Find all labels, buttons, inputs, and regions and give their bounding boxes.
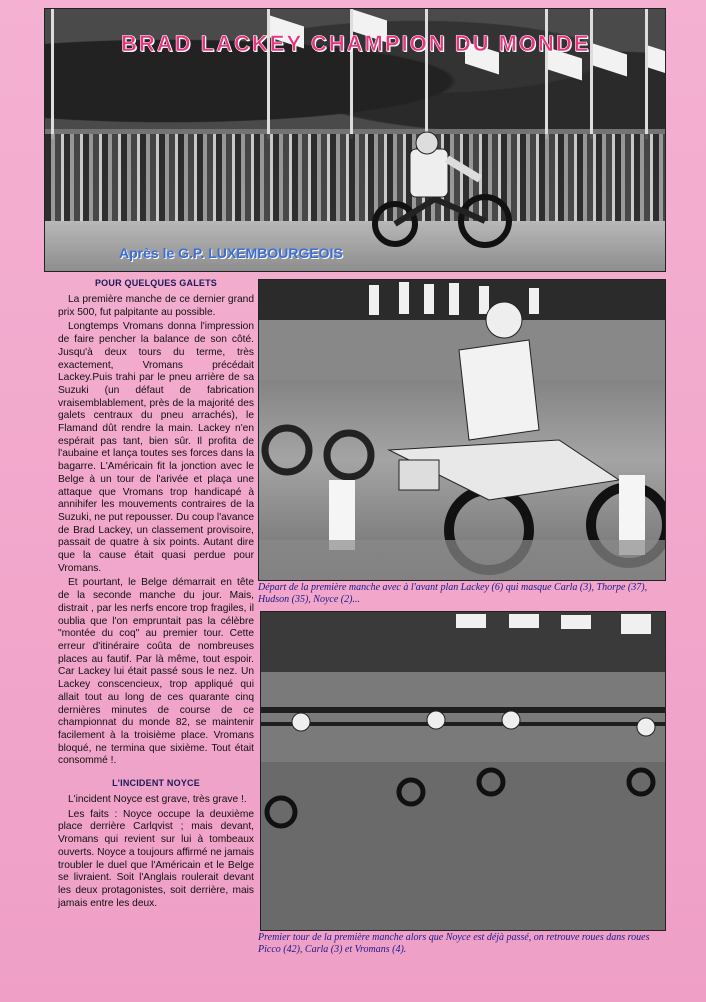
article-column [58, 278, 254, 912]
article-paragraph: La première manche de ce dernier grand prix 500, fut palpitante au possible. [58, 294, 254, 318]
photo-caption: Premier tour de la première manche alors que Noyce est déjà passé, on retrouve roues dans roues Picco (42), Carla (3) et Vromans (4). [258, 932, 650, 955]
hero-photo [44, 8, 666, 272]
subheadline: Après le G.P. LUXEMBOURGEOIS [119, 245, 343, 261]
rider-illustration [355, 129, 525, 249]
headline: BRAD LACKEY CHAMPION DU MONDE [121, 31, 591, 56]
race-start-photo [258, 279, 666, 581]
flag-pole [590, 9, 593, 139]
article-paragraph: L'incident Noyce est grave, très grave !. [68, 794, 247, 806]
article-paragraph: Longtemps Vromans donna l'impression de faire pencher la balance de son côté. Jusqu'à deux tours du terme, très exactement, Vromans précédait Lackey.Puis trahi par le pneu arrière de sa Suzuki (un défaut de fabrication vraisemblablement, près de la majorité des galets centraux du pneu arrachés), le Flamand dût rendre la main. Lackey n'en espérait pas tant, bien sûr. Il profita de l'aubaine et lança toutes ses forces dans la bagarre. L'Américain fit la jonction avec le Belge à un tour de l'arivée et plaça une attaque que Vromans trop handicapé à annihifer les mouvements contraires de la Suzuki, ne put repousser. Du coup l'avance de Brad Lackey, un classement provisoire, passait de quatre à six points. Autant dire que la cause était quasi perdue pour Vromans. [58, 321, 254, 574]
article-paragraph: Et pourtant, le Belge démarrait en tête de la seconde manche du jour. Mais, distrait , par les nerfs encore trop fragiles, il oublia que l'on empruntait pas la célèbre "montée du coq" au premier tour. Cette erreur d'itinéraire coûta de nombreuses places au fautif. Par là même, tout espoir. Car Lackey lui était passé sous le nez. Un Lackey conscencieux, trop appliqué qui allait tout au long de ces quarante cinq dernières minutes de course de ce championnat du monde 82, se maintenir facilement à la troisième place. Vromans bloqué, ne termina que sixième. Tout était consommé !. [58, 577, 254, 767]
flag-pole [51, 9, 54, 139]
flag-pole [545, 9, 548, 139]
flag-pole [425, 9, 428, 139]
section-heading: L'INCIDENT NOYCE [112, 778, 200, 789]
section-heading: POUR QUELQUES GALETS [94, 278, 217, 288]
photo-caption: Départ de la première manche avec à l'avant plan Lackey (6) qui masque Carla (3), Thorpe (37), Hudson (35), Noyce (2)... [258, 582, 648, 605]
article-paragraph: Les faits : Noyce occupe la deuxième place derrière Carlqvist ; mais devant, Vromans qui revient sur lui à tombeaux ouverts. Noyce a toujours affirmé ne jamais troubler le duel que l'Américain et le Belge se livraient. Soit l'Anglais roulerait devant les deux protagonistes, soit derrière, mais jamais entre les deux. [58, 808, 254, 909]
flag-pole [645, 9, 648, 139]
first-lap-photo [260, 611, 666, 931]
